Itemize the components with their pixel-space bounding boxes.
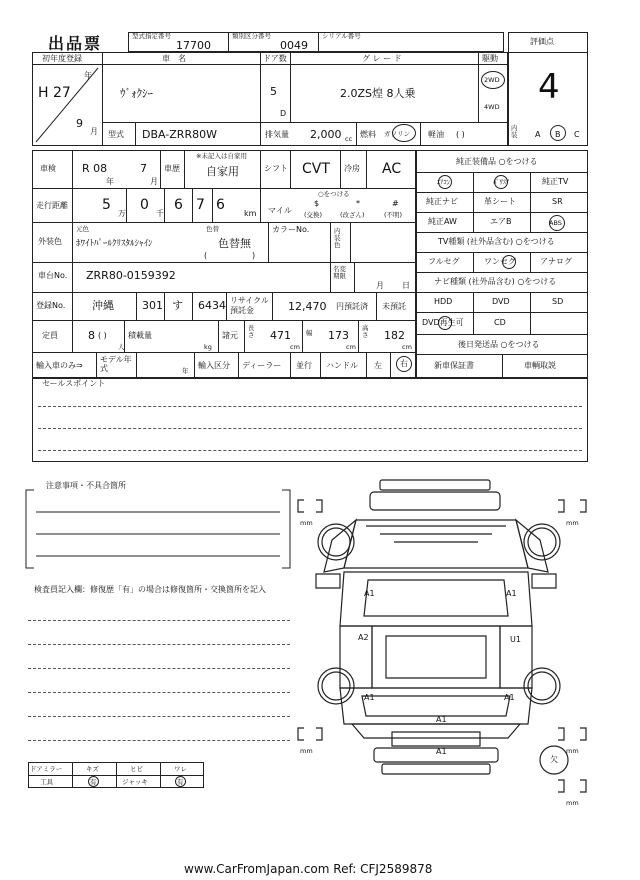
drive-label: 駆動	[482, 54, 498, 63]
first-reg-divider	[32, 64, 102, 146]
orig-color-value: ﾎﾜｲﾄﾊﾟｰﾙｸﾘｽﾀﾙｼｬｲﾝ	[76, 239, 153, 249]
model-year-label: モデル年式	[100, 355, 132, 373]
import-category-label: 輸入区分	[198, 361, 230, 370]
doors-value: 5	[270, 85, 277, 98]
docs-title: 後日発送品 ○をつける	[458, 340, 540, 349]
navi-hdd: HDD	[434, 297, 453, 306]
height-label: 高さ	[362, 324, 369, 340]
damage-mark-left-door: A2	[358, 633, 369, 642]
import-label: 輸入車のみ⇒	[36, 361, 83, 370]
legend-jack-yes: 有	[177, 778, 184, 786]
mileage-unknown-sub: (不明)	[384, 211, 403, 219]
name-change-month: 月	[376, 281, 384, 290]
damage-mark-rear-left: A1	[364, 693, 375, 702]
handle-right: 右	[400, 359, 408, 368]
length-value: 471	[270, 329, 291, 342]
navi-cd: CD	[494, 318, 506, 327]
damage-mark-rear-right: A1	[504, 693, 515, 702]
ac-value: AC	[382, 161, 402, 177]
width-unit: cm	[346, 343, 356, 351]
import-parallel: 並行	[296, 361, 312, 370]
damage-mark-right-door: U1	[510, 635, 521, 644]
eq-abs: ABS	[549, 219, 562, 227]
mileage-digit-5: 6	[216, 197, 225, 213]
eq-sunroof: SR	[552, 197, 563, 206]
inspector-label: 検査員記入欄：修復歴「有」の場合は修復箇所・交換箇所を記入	[34, 585, 266, 594]
navi-dvd: DVD	[492, 297, 510, 306]
eq-tv: 純正TV	[542, 177, 569, 186]
category-value: 0049	[280, 39, 308, 52]
doors-suffix: D	[280, 109, 287, 118]
recycle-unpaid: 未預託	[382, 302, 406, 311]
shaken-month: 7	[140, 162, 147, 175]
mileage-tamper: *	[356, 199, 360, 208]
color-label: 外装色	[38, 237, 62, 246]
width-value: 173	[328, 329, 349, 342]
grade-value: 2.0ZS煌 8人乗	[340, 87, 416, 100]
rating-value: 4	[538, 67, 560, 107]
history-note: ※未記入は自家用	[196, 152, 247, 160]
mileage-digit-3: 6	[174, 197, 183, 213]
registration-kana: す	[172, 299, 183, 312]
first-reg-month-unit: 月	[90, 127, 98, 136]
mileage-mile: マイル	[268, 206, 292, 215]
mm-rear-right: mm	[566, 747, 579, 755]
footer-reference: www.CarFromJapan.com Ref: CFJ2589878	[184, 862, 433, 876]
first-reg-year-unit: 年	[84, 71, 92, 80]
history-label: 車歴	[164, 164, 180, 173]
displacement-label: 排気量	[265, 130, 289, 139]
mileage-digit-1: 5	[102, 197, 111, 213]
shift-value: CVT	[302, 161, 330, 177]
mileage-km: km	[244, 209, 257, 218]
mm-spare: mm	[566, 799, 579, 807]
serial-label: シリアル番号	[322, 32, 361, 40]
docs-manual: 車輌取説	[524, 361, 556, 370]
name-change-label: 名変期限	[333, 265, 346, 281]
interior-c: C	[574, 130, 580, 139]
fuel-light: 軽油	[428, 130, 444, 139]
model-value: DBA-ZRR80W	[142, 128, 217, 141]
registration-number: 6434	[198, 299, 226, 312]
tv-analog: アナログ	[540, 257, 572, 266]
legend-scratch: キズ	[86, 765, 99, 773]
load-label: 積載量	[128, 331, 152, 340]
mm-rear-left: mm	[300, 747, 313, 755]
recycle-value: 12,470	[288, 300, 327, 313]
handle-label: ハンドル	[326, 361, 358, 370]
change-color-label: 色替	[206, 225, 219, 233]
first-reg-label: 初年度登録	[42, 54, 82, 63]
eq-aircon: ｴｱｺﾝ	[437, 178, 450, 186]
tv-oneseg: ワンセグ	[484, 257, 516, 266]
shaken-month-unit: 月	[150, 177, 158, 186]
docs-warranty: 新車保証書	[434, 361, 474, 370]
capacity-label: 定員	[42, 331, 58, 340]
registration-label: 登録No.	[36, 301, 66, 310]
change-paren-close: )	[252, 251, 256, 260]
mileage-unknown: #	[392, 199, 399, 208]
mileage-circle-note: ○をつける	[318, 190, 350, 198]
mileage-unit-sen: 千	[156, 209, 164, 218]
car-name-value: ｳﾞｫｸｼｰ	[120, 87, 153, 100]
damage-mark-rear-bumper: A1	[436, 747, 447, 756]
recycle-unit: 円預託済	[336, 302, 368, 311]
damage-mark-front-left: A1	[364, 589, 375, 598]
legend-broken: ワレ	[174, 765, 187, 773]
shift-label: シフト	[264, 164, 288, 173]
capacity-value: 8	[88, 329, 95, 342]
first-reg-month: 9	[76, 117, 83, 130]
mileage-exchange-sub: (交換)	[304, 211, 323, 219]
eq-leather: 革シート	[484, 197, 516, 206]
damage-mark-front-right: A1	[506, 589, 517, 598]
orig-color-label: 元色	[76, 225, 89, 233]
fuel-paren: ( )	[456, 130, 465, 139]
legend-tools-yes: 有	[90, 778, 97, 786]
mileage-unit-man: 万	[118, 209, 126, 218]
handle-left: 左	[374, 361, 382, 370]
eq-aw: 純正AW	[428, 217, 457, 226]
interior-b: B	[555, 130, 561, 139]
mileage-digit-2: 0	[140, 197, 149, 213]
eq-powersteering: ﾊﾟﾜｽﾃ	[493, 178, 510, 186]
mm-front-left: mm	[300, 519, 313, 527]
mileage-label: 走行距離	[36, 201, 68, 210]
chassis-label: 車台No.	[38, 271, 68, 280]
eq-airbag: エアB	[490, 217, 512, 226]
doors-label: ドア数	[263, 54, 287, 63]
load-unit: kg	[204, 343, 212, 351]
displacement-unit: cc	[345, 135, 353, 143]
color-no-label: カラーNo.	[272, 225, 310, 234]
legend-tools: 工具	[40, 778, 53, 786]
chassis-value: ZRR80-0159392	[86, 269, 176, 282]
registration-area: 沖縄	[92, 299, 114, 312]
grade-label: グ レ ー ド	[362, 54, 402, 63]
height-value: 182	[384, 329, 405, 342]
sales-point-label: セールスポイント	[42, 379, 106, 388]
registration-class: 301	[142, 299, 163, 312]
interior-color-label: 内装色	[334, 227, 341, 250]
tv-fullseg: フルセグ	[428, 257, 460, 266]
mm-front-right: mm	[566, 519, 579, 527]
recycle-label: リサイクル預託金	[230, 296, 269, 315]
width-label: 幅	[306, 329, 313, 337]
tv-title: TV種類 (社外品含む) ○をつける	[438, 237, 555, 246]
fuel-label: 燃料	[360, 130, 376, 139]
car-name-label: 車 名	[162, 54, 186, 63]
interior-a: A	[535, 130, 541, 139]
mileage-exchange: $	[314, 199, 320, 208]
legend-crack: ヒビ	[130, 765, 143, 773]
displacement-value: 2,000	[310, 128, 342, 141]
history-value: 自家用	[206, 165, 239, 178]
change-color-value: 色替無	[218, 237, 251, 250]
name-change-day: 日	[402, 281, 410, 290]
length-unit: cm	[290, 343, 300, 351]
capacity-unit: 人	[118, 343, 125, 351]
eq-navi: 純正ナビ	[426, 197, 458, 206]
navi-title: ナビ種類 (社外品含む) ○をつける	[434, 277, 557, 286]
import-dealer: ディーラー	[242, 361, 282, 370]
capacity-paren: ( )	[98, 331, 107, 340]
shaken-era: R 08	[82, 162, 108, 175]
caution-label: 注意事項・不具合箇所	[46, 481, 126, 490]
model-designation-label: 型式指定番号	[132, 32, 171, 40]
length-label: 長さ	[248, 324, 255, 340]
legend-jack: ジャッキ	[122, 778, 148, 786]
legend-doormirror: ドアミラー	[30, 765, 63, 773]
caution-bracket	[24, 488, 294, 572]
interior-label: 内装	[511, 124, 518, 139]
mileage-digit-4: 7	[196, 197, 205, 213]
ac-label: 冷房	[344, 164, 360, 173]
damage-mark-rear-hatch: A1	[436, 715, 447, 724]
category-label: 類別区分番号	[232, 32, 271, 40]
shaken-year-unit: 年	[106, 177, 114, 186]
navi-dvdplay: DVD再生可	[422, 318, 464, 327]
rating-label: 評価点	[530, 37, 554, 46]
drive-4wd: 4WD	[484, 103, 500, 111]
weight-label: 諸元	[222, 331, 238, 340]
equipment-title: 純正装備品 ○をつける	[456, 157, 538, 166]
change-paren-open: (	[204, 251, 208, 260]
model-year-unit: 年	[182, 367, 189, 375]
form-title: 出品票	[48, 34, 103, 53]
navi-sd: SD	[552, 297, 564, 306]
model-designation-value: 17700	[176, 39, 211, 52]
model-label: 型式	[108, 130, 124, 139]
drive-2wd: 2WD	[484, 76, 500, 84]
mileage-tamper-sub: (改ざん)	[340, 211, 365, 219]
height-unit: cm	[402, 343, 412, 351]
missing-mark: 欠	[550, 755, 558, 764]
first-reg-year: H 27	[38, 85, 71, 101]
shaken-label: 車検	[40, 164, 56, 173]
fuel-gas: ガソリン	[384, 130, 410, 138]
